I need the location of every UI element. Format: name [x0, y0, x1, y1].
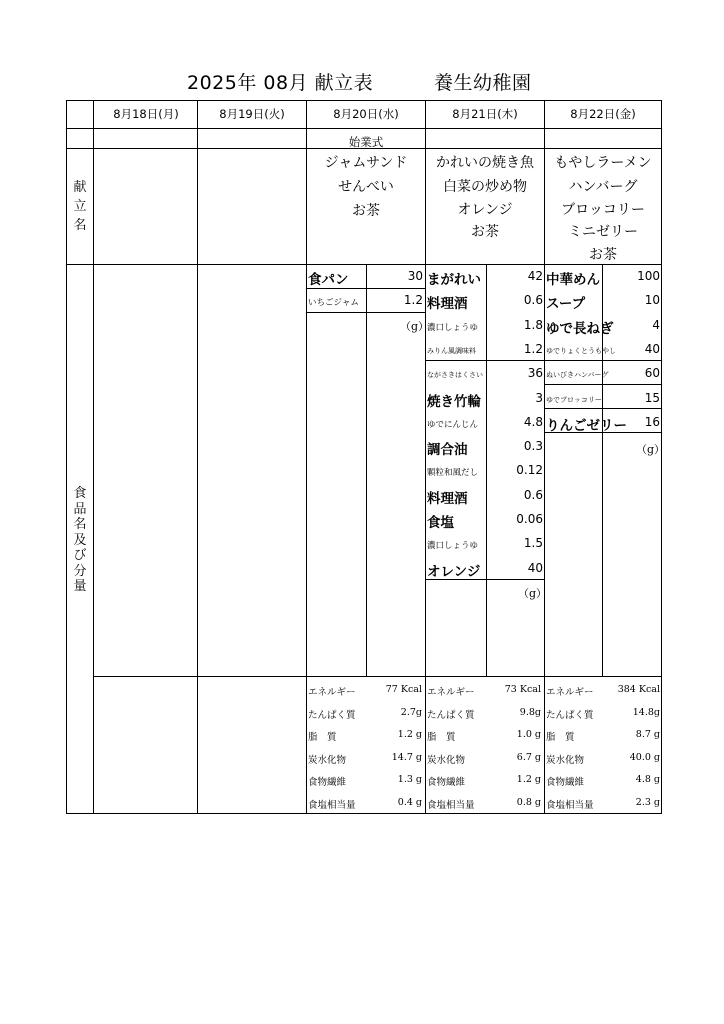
nutrition-label: 脂 質: [546, 732, 575, 743]
nutrition-value: 9.8g: [519, 706, 541, 718]
nutrition-label: 食塩相当量: [546, 799, 594, 811]
nutrition-label: 食塩相当量: [427, 799, 475, 811]
ingredient-amount: 4.8: [523, 414, 543, 429]
dish-name: ミニゼリー: [568, 224, 638, 240]
nutrition-label: 炭水化物: [427, 754, 466, 766]
label-char: 食: [73, 486, 87, 501]
header-divider: [66, 128, 662, 129]
nutrition-label: エネルギー: [308, 687, 356, 698]
ingredient-amount: 10: [644, 293, 660, 308]
date-wed: 8月20日(水): [333, 107, 399, 121]
subcol-line: [366, 264, 367, 676]
menu-row-label: [72, 178, 88, 235]
ingredient-name: ぬいびきハンバーグ: [546, 371, 609, 380]
nutrition-label: 食物繊維: [546, 777, 585, 788]
ingredient-name: ゆで長ねぎ: [546, 320, 614, 337]
nutrition-label: 食物繊維: [308, 777, 347, 788]
ingredient-name: オレンジ: [427, 563, 481, 580]
ingredient-amount: 15: [644, 390, 660, 405]
row-line: [425, 360, 544, 361]
dish-name: ブロッコリー: [561, 202, 645, 218]
label-char: 品: [73, 501, 87, 517]
ingredient-name: いちごジャム: [308, 298, 359, 309]
ingredient-amount: 40: [644, 341, 660, 356]
dish-name: もやしラーメン: [554, 155, 652, 171]
ingredient-name: 焼き竹輪: [427, 393, 481, 410]
col-line: [93, 100, 94, 814]
label-char: 量: [73, 579, 87, 594]
row-line: [544, 408, 662, 409]
dish-name: ジャムサンド: [324, 155, 408, 171]
ingredient-name: りんごゼリー: [546, 417, 627, 434]
nutrition-value: 1.3 g: [397, 774, 422, 785]
label-char: 名: [73, 517, 87, 532]
ingredient-name: みりん風調味料: [427, 346, 476, 355]
ingredient-row-label: [72, 486, 88, 595]
nutrition-divider: [93, 676, 662, 677]
ingredient-amount: 1.5: [523, 536, 543, 551]
ingredient-name: ゆでりょくとうもやし: [546, 346, 616, 355]
row-line: [306, 288, 425, 289]
nutrition-value: 2.3 g: [635, 796, 660, 808]
ingredient-amount: 30: [407, 269, 423, 283]
ingredient-amount: 0.06: [516, 512, 543, 526]
ingredient-amount: 0.12: [516, 463, 543, 478]
nutrition-value: 14.8g: [632, 706, 660, 718]
ingredient-name: 料理酒: [427, 296, 468, 313]
ingredient-amount: 4: [652, 317, 660, 332]
school-name: 養生幼稚園: [434, 72, 532, 94]
nutrition-label: たんぱく質: [427, 709, 475, 721]
unit-label: （g）: [636, 443, 666, 456]
dish-name: ハンバーグ: [568, 179, 638, 195]
nutrition-label: 食塩相当量: [308, 799, 356, 811]
nutrition-value: 4.8 g: [635, 774, 660, 785]
dish-name: お茶: [471, 224, 499, 240]
unit-label: （g）: [400, 320, 430, 333]
page-header: [0, 68, 724, 98]
nutrition-value: 8.7 g: [635, 729, 660, 740]
ingredient-name: スープ: [546, 296, 586, 313]
label-char: 及: [73, 532, 87, 548]
nutrition-value: 384 Kcal: [617, 684, 660, 695]
nutrition-label: 脂 質: [427, 732, 456, 743]
ingredient-name: 濃口しょうゆ: [427, 322, 479, 333]
date-mon: 8月18日(月): [113, 107, 179, 121]
nutrition-label: 炭水化物: [546, 754, 585, 766]
nutrition-value: 14.7 g: [391, 751, 422, 763]
ingredient-amount: 36: [527, 366, 543, 381]
dish-name: オレンジ: [457, 202, 513, 218]
dish-name: せんべい: [338, 179, 394, 195]
col-line: [197, 100, 198, 814]
label-char: 献: [73, 180, 87, 195]
unit-label: （g）: [518, 587, 548, 600]
ingredient-name: 中華めん: [546, 272, 600, 288]
date-thu: 8月21日(木): [452, 107, 518, 121]
ingredient-amount: 1.2: [403, 293, 423, 308]
label-char: 立: [73, 199, 87, 214]
ingredient-amount: 3: [535, 390, 543, 405]
dish-name: お茶: [352, 203, 380, 219]
nutrition-value: 73 Kcal: [504, 684, 541, 695]
dish-name: かれいの焼き魚: [436, 155, 534, 171]
ingredient-name: 調合油: [427, 442, 468, 459]
ingredient-amount: 40: [527, 560, 543, 575]
nutrition-value: 40.0 g: [629, 751, 660, 763]
nutrition-value: 0.4 g: [397, 796, 422, 808]
ingredient-amount: 16: [644, 414, 660, 429]
page-title: 2025年 08月 献立表: [187, 72, 374, 94]
ingredient-amount: 42: [527, 269, 543, 283]
ingredient-amount: 100: [637, 269, 660, 283]
nutrition-label: エネルギー: [427, 687, 475, 698]
date-fri: 8月22日(金): [570, 107, 636, 121]
ingredient-name: 食パン: [308, 272, 349, 288]
nutrition-label: エネルギー: [546, 687, 594, 698]
row-line: [306, 312, 425, 313]
ingredient-name: ゆでにんじん: [427, 419, 479, 430]
nutrition-label: たんぱく質: [546, 709, 594, 721]
ingredient-amount: 1.8: [523, 317, 543, 332]
nutrition-label: たんぱく質: [308, 709, 356, 721]
label-char: 分: [73, 563, 87, 579]
nutrition-label: 食物繊維: [427, 777, 466, 788]
nutrition-value: 1.2 g: [516, 774, 541, 785]
nutrition-value: 0.8 g: [516, 796, 541, 808]
label-char: 名: [73, 218, 87, 233]
nutrition-value: 6.7 g: [516, 751, 541, 763]
nutrition-value: 77 Kcal: [385, 684, 422, 695]
nutrition-value: 1.0 g: [516, 729, 541, 740]
ingredient-amount: 1.2: [523, 341, 543, 356]
ingredient-amount: 0.6: [523, 293, 543, 308]
ingredient-name: ゆでブロッコリー: [546, 395, 602, 404]
ingredient-name: 顆粒和風だし: [427, 468, 479, 479]
date-tue: 8月19日(火): [219, 107, 285, 121]
menu-divider: [66, 264, 662, 265]
ingredient-amount: 60: [644, 366, 660, 381]
ingredient-amount: 0.6: [523, 487, 543, 502]
nutrition-label: 脂 質: [308, 732, 337, 743]
nutrition-label: 炭水化物: [308, 754, 347, 766]
ingredient-name: 料理酒: [427, 490, 468, 507]
row-line: [544, 360, 662, 361]
event-label: 始業式: [348, 135, 384, 149]
dish-name: お茶: [589, 247, 617, 263]
ingredient-name: 濃口しょうゆ: [427, 541, 479, 552]
ingredient-amount: 0.3: [523, 439, 543, 454]
nutrition-value: 1.2 g: [397, 729, 422, 740]
row-line: [544, 384, 662, 385]
nutrition-value: 2.7g: [400, 706, 422, 718]
ingredient-name: ながさきはくさい: [427, 371, 483, 380]
label-char: び: [73, 548, 87, 563]
ingredient-name: 食塩: [427, 515, 454, 531]
dish-name: 白菜の炒め物: [443, 179, 527, 195]
ingredient-name: まがれい: [427, 272, 481, 288]
